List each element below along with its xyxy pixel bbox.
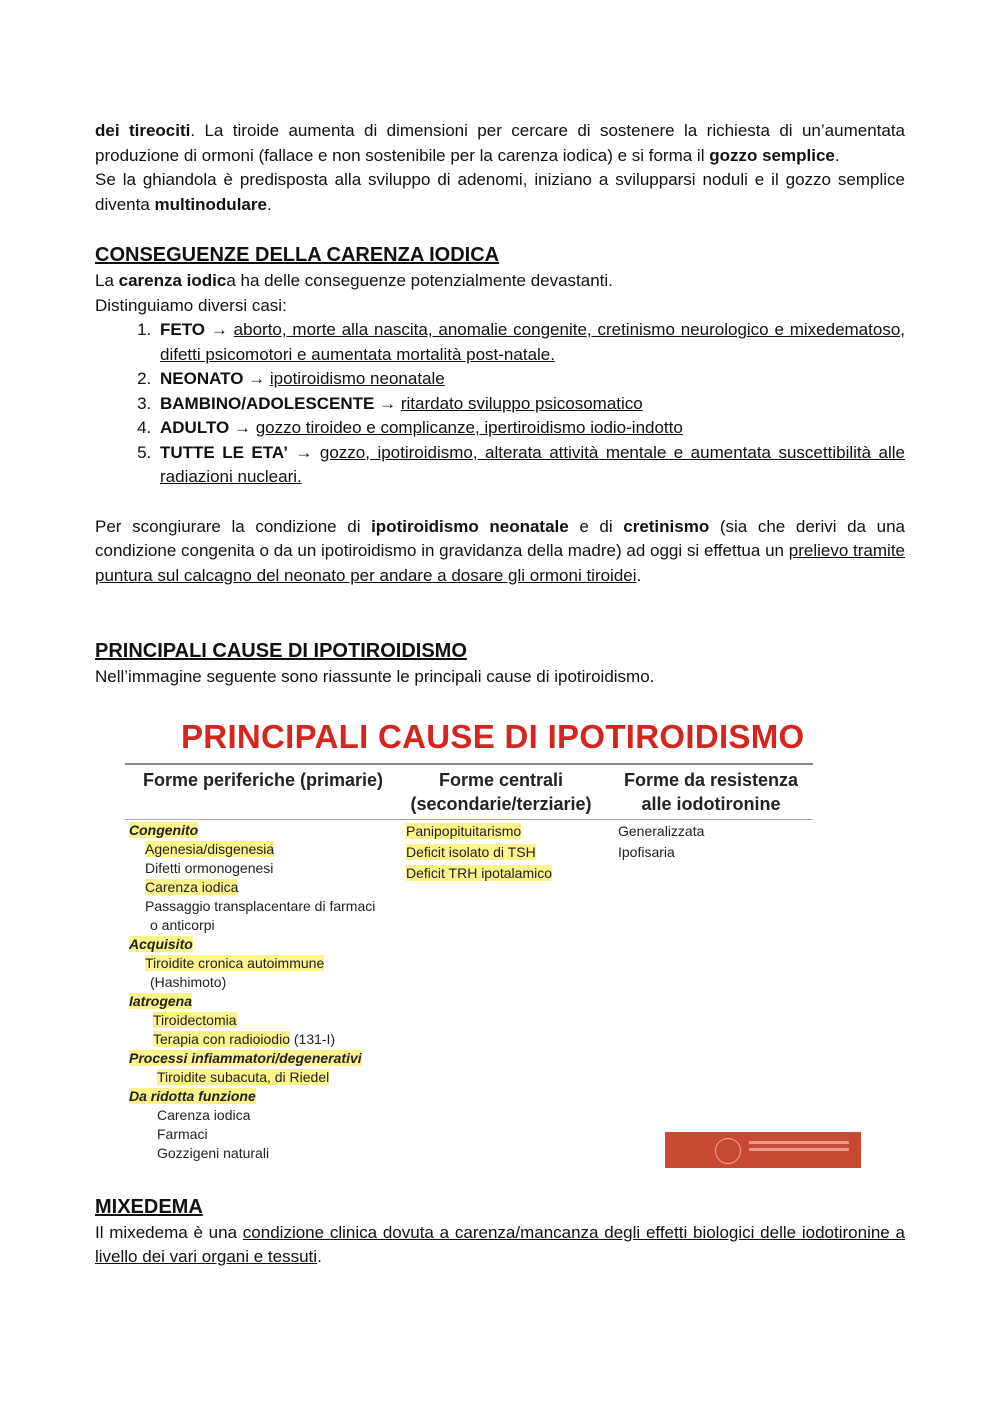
text-run: .	[317, 1247, 322, 1266]
text-run: .	[266, 194, 272, 214]
cause-item: Generalizzata	[618, 822, 705, 839]
list-item-text: ipotiroidismo neonatale	[269, 369, 445, 388]
cause-item: Panipopituitarismo	[406, 822, 522, 839]
bold-term: dei tireociti	[95, 121, 191, 140]
text-run: . La tiroide aumenta di dimensioni per cercare di sostenere la richiesta di un’aumentata produzione di ormoni (fallace e non sostenibile per la carenza iodica) e si forma il	[95, 121, 905, 165]
page-content	[95, 119, 905, 1270]
seal-icon	[715, 1138, 741, 1164]
list-item-label: FETO	[160, 320, 206, 339]
column-central-list	[406, 821, 552, 884]
bold-term: ipotiroidismo neonatale	[371, 516, 569, 536]
list-item-text: gozzo, ipotiroidismo, alterata attività mentale e aumentata suscettibilità alle radiazioni nucleari.	[160, 442, 906, 486]
cause-item: Difetti ormonogenesi	[145, 859, 274, 876]
intro-paragraph-1	[95, 119, 905, 168]
list-item-label: BAMBINO/ADOLESCENTE	[160, 393, 375, 413]
section3-paragraph-1	[95, 1221, 905, 1270]
causes-figure	[123, 712, 863, 1170]
underlined-text: condizione clinica dovuta a carenza/mancanza degli effetti biologici delle iodotironine a livello dei vari organi e tessuti	[95, 1222, 905, 1266]
category-label: Processi infiammatori/degenerativi	[129, 1049, 362, 1066]
column-header-text: (secondarie/terziarie)	[410, 793, 592, 814]
cause-item: Deficit isolato di TSH	[406, 843, 536, 860]
list-item	[156, 367, 905, 392]
bold-term: carenza iodic	[118, 271, 227, 290]
arrow-icon: →	[243, 369, 270, 388]
cause-item: (131-I)	[289, 1030, 336, 1047]
cause-item: (Hashimoto)	[150, 973, 227, 990]
bold-term: gozzo semplice	[709, 145, 835, 165]
section1-paragraph-3	[95, 515, 905, 589]
list-item	[156, 416, 905, 441]
category-label: Iatrogena	[129, 992, 193, 1009]
column-resistance-list	[618, 821, 704, 863]
intro-paragraph-2	[95, 168, 905, 217]
university-logo	[665, 1132, 861, 1168]
list-item-text: gozzo tiroideo e complicanze, ipertiroidismo iodio-indotto	[255, 418, 683, 437]
cause-item: Ipofisaria	[618, 843, 675, 860]
list-item-text: aborto, morte alla nascita, anomalie congenite, cretinismo neurologico e mixedematoso, difetti psicomotori e aumentata mortalità post-natale.	[160, 320, 905, 364]
bold-term: multinodulare	[154, 194, 267, 214]
section-heading-cause: PRINCIPALI CAUSE DI IPOTIROIDISMO	[95, 640, 467, 662]
list-item	[156, 441, 905, 490]
bold-term: cretinismo	[623, 516, 710, 536]
column-header-text: Forme da resistenza	[623, 769, 799, 790]
arrow-icon: →	[229, 418, 256, 437]
text-run: La	[95, 271, 119, 290]
cause-item: Carenza iodica	[145, 878, 239, 895]
text-run: Il mixedema è una	[95, 1222, 243, 1242]
figure-header-rule	[125, 819, 813, 820]
text-run: Se la ghiandola è predisposta alla sviluppo di adenomi, iniziano a svilupparsi noduli e il gozzo semplice diventa	[95, 170, 905, 214]
cause-item: Agenesia/disgenesia	[145, 840, 275, 857]
column-header-text: Forme centrali	[438, 769, 564, 790]
list-item	[156, 318, 905, 367]
text-run: e di	[568, 516, 624, 536]
text-run: .	[636, 565, 642, 585]
column-header-resistance	[611, 768, 811, 816]
cause-item: Tiroidectomia	[153, 1011, 237, 1028]
logo-wordmark	[749, 1141, 849, 1144]
arrow-icon: →	[287, 442, 320, 462]
cause-item: o anticorpi	[150, 916, 215, 933]
column-peripheral-list	[129, 821, 375, 1163]
section-heading-mixedema: MIXEDEMA	[95, 1195, 203, 1218]
figure-top-rule	[125, 763, 813, 765]
consequences-list	[95, 318, 905, 490]
section-heading-conseguenze: CONSEGUENZE DELLA CARENZA IODICA	[95, 244, 500, 266]
cause-item: Tiroidite subacuta, di Riedel	[157, 1068, 330, 1085]
column-header-central	[401, 768, 601, 816]
cause-item: Passaggio transplacentare di farmaci	[145, 897, 376, 914]
cause-item: Gozzigeni naturali	[157, 1144, 270, 1161]
column-header-peripheral	[133, 768, 393, 792]
section2-paragraph-1: Nell’immagine seguente sono riassunte le principali cause di ipotiroidismo.	[95, 667, 655, 686]
arrow-icon: →	[205, 320, 234, 339]
text-run: (sia che derivi da una condizione congenita o da un ipotiroidismo in gravidanza della madre) ad oggi si effettua un	[95, 516, 905, 560]
figure-title: PRINCIPALI CAUSE DI IPOTIROIDISMO	[181, 717, 805, 755]
section1-paragraph-2: Distinguiamo diversi casi:	[95, 295, 287, 315]
list-item-label: ADULTO	[160, 418, 230, 437]
underlined-text: prelievo tramite puntura sul calcagno del neonato per andare a dosare gli ormoni tiroidei	[95, 541, 906, 585]
cause-item: Farmaci	[157, 1125, 208, 1142]
category-label: Acquisito	[129, 935, 193, 952]
category-label: Congenito	[129, 821, 199, 838]
cause-item: Tiroidite cronica autoimmune	[145, 954, 325, 971]
list-item-label: NEONATO	[160, 369, 244, 388]
text-run: Per scongiurare la condizione di	[95, 516, 372, 536]
cause-item: Deficit TRH ipotalamico	[406, 864, 553, 881]
arrow-icon: →	[374, 393, 401, 413]
text-run: .	[834, 145, 840, 165]
section1-paragraph-1	[95, 269, 905, 294]
cause-item: Terapia con radioiodio	[153, 1030, 290, 1047]
list-item	[156, 392, 905, 417]
column-header-text: alle iodotironine	[641, 793, 781, 814]
list-item-label: TUTTE LE ETA’	[160, 442, 288, 462]
column-header-text: Forme periferiche (primarie)	[142, 769, 384, 790]
list-item-text: ritardato sviluppo psicosomatico	[400, 393, 643, 413]
cause-item: Carenza iodica	[157, 1106, 251, 1123]
text-run: a ha delle conseguenze potenzialmente devastanti.	[226, 271, 613, 290]
category-label: Da ridotta funzione	[129, 1087, 256, 1104]
